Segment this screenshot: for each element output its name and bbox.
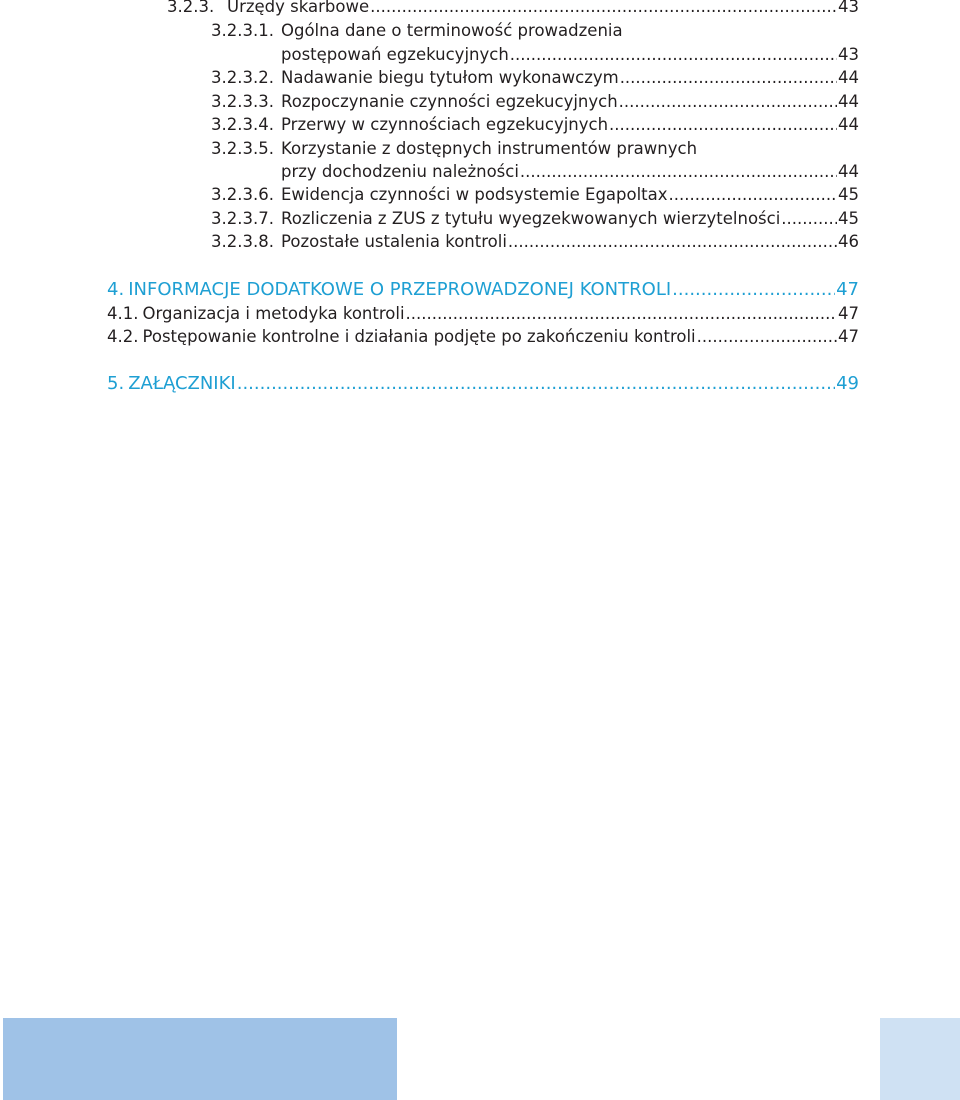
toc-number: 3.2.3.7. <box>211 209 274 228</box>
toc-leader-dots <box>237 373 835 395</box>
toc-number: 3.2.3.5. <box>211 139 274 158</box>
toc-page-number: 49 <box>836 373 859 394</box>
toc-leader-dots <box>510 44 837 66</box>
toc-number: 3.2.3.3. <box>211 92 274 111</box>
toc-page-number: 46 <box>838 232 859 251</box>
toc-entry-3-2-3-5[interactable] <box>281 161 859 183</box>
toc-number: 3.2.3. <box>167 0 215 16</box>
toc-leader-dots <box>672 279 835 301</box>
toc-title: Rozpoczynanie czynności egzekucyjnych <box>281 92 618 111</box>
toc-number: 4. <box>107 279 125 300</box>
toc-entry-3-2-3-1-first-line[interactable] <box>211 20 623 42</box>
toc-number: 3.2.3.6. <box>211 185 274 204</box>
toc-page-number: 44 <box>838 162 859 181</box>
toc-entry-3-2-3-1[interactable] <box>281 44 859 66</box>
toc-leader-dots <box>520 161 837 183</box>
toc-title: Pozostałe ustalenia kontroli <box>281 232 507 251</box>
toc-title: Rozliczenia z ZUS z tytułu wyegzekwowanych wierzytelności <box>281 209 781 228</box>
footer-color-block-left <box>3 1018 397 1100</box>
toc-title: Nadawanie biegu tytułom wykonawczym <box>281 68 619 87</box>
toc-page-number: 47 <box>838 304 859 323</box>
toc-title: ZAŁĄCZNIKI <box>128 373 236 394</box>
toc-title: Urzędy skarbowe <box>227 0 370 16</box>
toc-leader-dots <box>619 91 837 113</box>
toc-leader-dots <box>609 114 837 136</box>
toc-leader-dots <box>669 184 837 206</box>
toc-title-continued: postępowań egzekucyjnych <box>281 45 509 64</box>
toc-entry-3-2-3-2[interactable] <box>211 67 859 89</box>
footer-color-block-right <box>880 1018 960 1100</box>
toc-page-number: 45 <box>838 185 859 204</box>
toc-entry-3-2-3-6[interactable] <box>211 184 859 206</box>
toc-title: Korzystanie z dostępnych instrumentów prawnych <box>281 139 698 158</box>
toc-entry-4-1[interactable] <box>107 303 859 325</box>
toc-number: 3.2.3.8. <box>211 232 274 251</box>
toc-title: INFORMACJE DODATKOWE O PRZEPROWADZONEJ KONTROLI <box>128 279 672 300</box>
toc-page-number: 44 <box>838 92 859 111</box>
toc-page-number: 45 <box>838 209 859 228</box>
toc-leader-dots <box>370 0 837 18</box>
toc-title: Ewidencja czynności w podsystemie Egapoltax <box>281 185 668 204</box>
toc-page-number: 43 <box>838 0 859 16</box>
toc-entry-3-2-3-7[interactable] <box>211 208 859 230</box>
toc-page-number: 44 <box>838 115 859 134</box>
toc-entry-3-2-3-4[interactable] <box>211 114 859 136</box>
toc-number: 4.1. <box>107 304 139 323</box>
toc-entry-3-2-3-3[interactable] <box>211 91 859 113</box>
toc-entry-5[interactable] <box>107 373 859 395</box>
toc-number: 3.2.3.2. <box>211 68 274 87</box>
toc-entry-4[interactable] <box>107 279 859 301</box>
toc-title: Ogólna dane o terminowość prowadzenia <box>281 21 623 40</box>
toc-leader-dots <box>508 231 837 253</box>
toc-page-number: 47 <box>838 327 859 346</box>
toc-entry-3-2-3[interactable] <box>167 0 859 18</box>
toc-leader-dots <box>620 67 837 89</box>
toc-leader-dots <box>406 303 837 325</box>
toc-number: 3.2.3.4. <box>211 115 274 134</box>
toc-title: Organizacja i metodyka kontroli <box>142 304 405 323</box>
toc-leader-dots <box>697 326 837 348</box>
toc-entry-4-2[interactable] <box>107 326 859 348</box>
toc-number: 4.2. <box>107 327 139 346</box>
toc-title-continued: przy dochodzeniu należności <box>281 162 519 181</box>
toc-entry-3-2-3-8[interactable] <box>211 231 859 253</box>
toc-title: Postępowanie kontrolne i działania podjęte po zakończeniu kontroli <box>142 327 696 346</box>
toc-page-number: 47 <box>836 279 859 300</box>
toc-title: Przerwy w czynnościach egzekucyjnych <box>281 115 609 134</box>
toc-page-number: 44 <box>838 68 859 87</box>
toc-number: 5. <box>107 373 125 394</box>
toc-entry-3-2-3-5-first-line[interactable] <box>211 138 697 160</box>
toc-page-number: 43 <box>838 45 859 64</box>
toc-number: 3.2.3.1. <box>211 21 274 40</box>
toc-leader-dots <box>781 208 837 230</box>
